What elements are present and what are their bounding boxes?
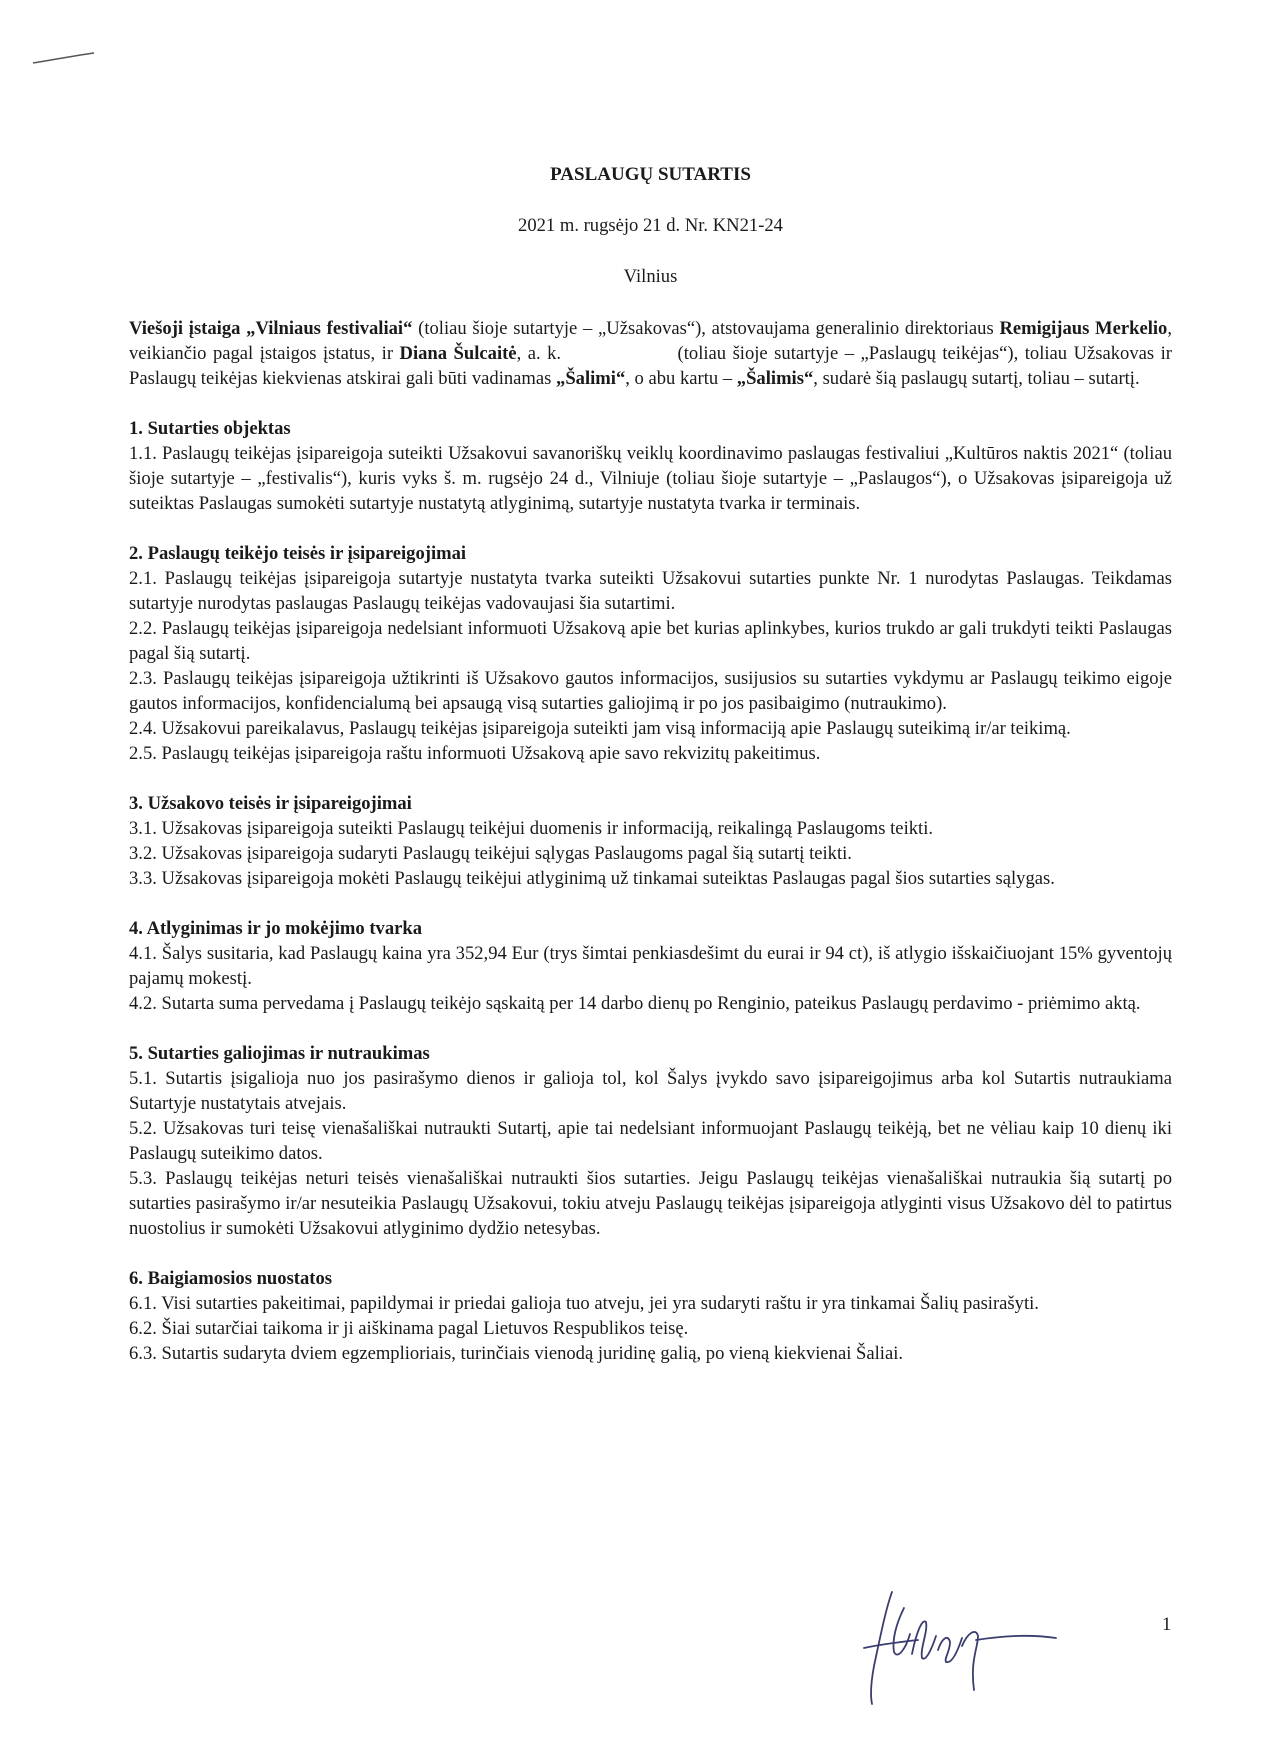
intro-text: , o abu kartu –	[625, 368, 737, 389]
section-heading: 6. Baigiamosios nuostatos	[129, 1268, 333, 1289]
contract-body	[129, 316, 1172, 1391]
clause: 2.4. Užsakovui pareikalavus, Paslaugų teikėjas įsipareigoja suteikti jam visą informaciją apie Paslaugų suteikimą ir/ar teikimą.	[129, 718, 1071, 739]
section-5	[129, 1041, 1172, 1241]
clause: 5.1. Sutartis įsigalioja nuo jos pasirašymo dienos ir galioja tol, kol Šalys įvykdo savo įsipareigojimus arba kol Sutartis nutraukiama Sutartyje nustatytais atvejais.	[129, 1068, 1172, 1114]
provider-name: Diana Šulcaitė	[399, 343, 517, 364]
intro-text: (toliau šioje sutartyje – „Paslaugų teikėjas“), toliau Užsakovas ir Paslaugų teikėjas kiekvienas atskirai gali būti vadinamas	[129, 343, 1172, 389]
intro-text: (toliau šioje sutartyje – „Užsakovas“), atstovaujama generalinio direktoriaus	[412, 318, 1000, 339]
intro-text: , sudarė šią paslaugų sutartį, toliau – sutartį.	[813, 368, 1140, 389]
section-1	[129, 416, 1172, 516]
clause: 4.1. Šalys susitaria, kad Paslaugų kaina yra 352,94 Eur (trys šimtai penkiasdešimt du eurai ir 94 ct), iš atlygio išskaičiuojant 15% gyventojų pajamų mokestį.	[129, 943, 1172, 989]
section-4	[129, 916, 1172, 1016]
section-6	[129, 1266, 1172, 1366]
clause: 2.3. Paslaugų teikėjas įsipareigoja užtikrinti iš Užsakovo gautos informacijos, susijusios su sutarties vykdymu ar Paslaugų teikimo eigoje gautos informacijos, konfidencialumą bei apsaugą visą sutarties galiojimą ir po jos pasibaigimo (nutraukimo).	[129, 668, 1172, 714]
section-heading: 4. Atlyginimas ir jo mokėjimo tvarka	[129, 918, 423, 939]
page-number: 1	[1162, 1614, 1172, 1635]
intro-paragraph	[129, 316, 1172, 391]
handwritten-signature	[852, 1578, 1062, 1708]
clause: 2.2. Paslaugų teikėjas įsipareigoja nedelsiant informuoti Užsakovą apie bet kurias aplinkybes, kurios trukdo ar gali trukdyti teikti Paslaugas pagal šią sutartį.	[129, 618, 1172, 664]
section-3	[129, 791, 1172, 891]
scan-mark	[32, 52, 96, 66]
clause: 1.1. Paslaugų teikėjas įsipareigoja suteikti Užsakovui savanoriškų veiklų koordinavimo paslaugas festivaliui „Kultūros naktis 2021“ (toliau šioje sutartyje – „festivalis“), kuris vyks š. m. rugsėjo 24 d., Vilniuje (toliau šioje sutartyje – „Paslaugos“), o Užsakovas įsipareigoja už suteiktas Paslaugas sumokėti sutartyje nustatytą atlyginimą, sutartyje nustatyta tvarka ir terminais.	[129, 443, 1172, 514]
party-term: „Šalimi“	[556, 368, 626, 389]
date-and-number: 2021 m. rugsėjo 21 d. Nr. KN21-24	[518, 215, 783, 236]
intro-text: , veikiančio pagal įstaigos įstatus, ir	[129, 318, 1172, 364]
clause: 2.1. Paslaugų teikėjas įsipareigoja sutartyje nustatyta tvarka suteikti Užsakovui sutarties punkte Nr. 1 nurodytas Paslaugas. Teikdamas sutartyje nurodytas paslaugas Paslaugų teikėjas vadovaujasi šia sutartimi.	[129, 568, 1172, 614]
clause: 6.1. Visi sutarties pakeitimai, papildymai ir priedai galioja tuo atveju, jei yra sudaryti raštu ir yra tinkamai Šalių pasirašyti.	[129, 1293, 1039, 1314]
clause: 2.5. Paslaugų teikėjas įsipareigoja raštu informuoti Užsakovą apie savo rekvizitų pakeitimus.	[129, 743, 821, 764]
section-heading: 5. Sutarties galiojimas ir nutraukimas	[129, 1043, 430, 1064]
section-heading: 3. Užsakovo teisės ir įsipareigojimai	[129, 793, 412, 814]
customer-name: Viešoji įstaiga „Vilniaus festivaliai“	[129, 318, 413, 339]
section-heading: 1. Sutarties objektas	[129, 418, 291, 439]
city: Vilnius	[623, 266, 678, 287]
document-title: PASLAUGŲ SUTARTIS	[550, 164, 751, 185]
clause: 5.2. Užsakovas turi teisę vienašališkai nutraukti Sutartį, apie tai nedelsiant informuojant Paslaugų teikėją, bet ne vėliau kaip 10 dienų iki Paslaugų suteikimo datos.	[129, 1118, 1172, 1164]
clause: 3.3. Užsakovas įsipareigoja mokėti Paslaugų teikėjui atlyginimą už tinkamai suteiktas Paslaugas pagal šios sutarties sąlygas.	[129, 868, 1055, 889]
clause: 3.1. Užsakovas įsipareigoja suteikti Paslaugų teikėjui duomenis ir informaciją, reikalingą Paslaugoms teikti.	[129, 818, 934, 839]
clause: 5.3. Paslaugų teikėjas neturi teisės vienašališkai nutraukti šios sutarties. Jeigu Paslaugų teikėjas vienašališkai nutraukia šią sutartį po sutarties pasirašymo ir/ar nesuteikia Paslaugų Užsakovui, tokiu atveju Paslaugų teikėjas įsipareigoja atlyginti visus Užsakovo dėl to patirtus nuostolius ir sumokėti Užsakovui atlyginimo dydžio netesybas.	[129, 1168, 1172, 1239]
director-name: Remigijaus Merkelio	[999, 318, 1168, 339]
clause: 4.2. Sutarta suma pervedama į Paslaugų teikėjo sąskaitą per 14 darbo dienų po Renginio, pateikus Paslaugų perdavimo - priėmimo aktą.	[129, 993, 1141, 1014]
section-heading: 2. Paslaugų teikėjo teisės ir įsipareigojimai	[129, 543, 467, 564]
section-2	[129, 541, 1172, 766]
clause: 6.3. Sutartis sudaryta dviem egzemplioriais, turinčiais vienodą juridinę galią, po vieną kiekvienai Šaliai.	[129, 1343, 904, 1364]
parties-term: „Šalimis“	[736, 368, 814, 389]
clause: 3.2. Užsakovas įsipareigoja sudaryti Paslaugų teikėjui sąlygas Paslaugoms pagal šią sutartį teikti.	[129, 843, 852, 864]
intro-text: , a. k.	[516, 343, 562, 364]
clause: 6.2. Šiai sutarčiai taikoma ir ji aiškinama pagal Lietuvos Respublikos teisę.	[129, 1318, 689, 1339]
